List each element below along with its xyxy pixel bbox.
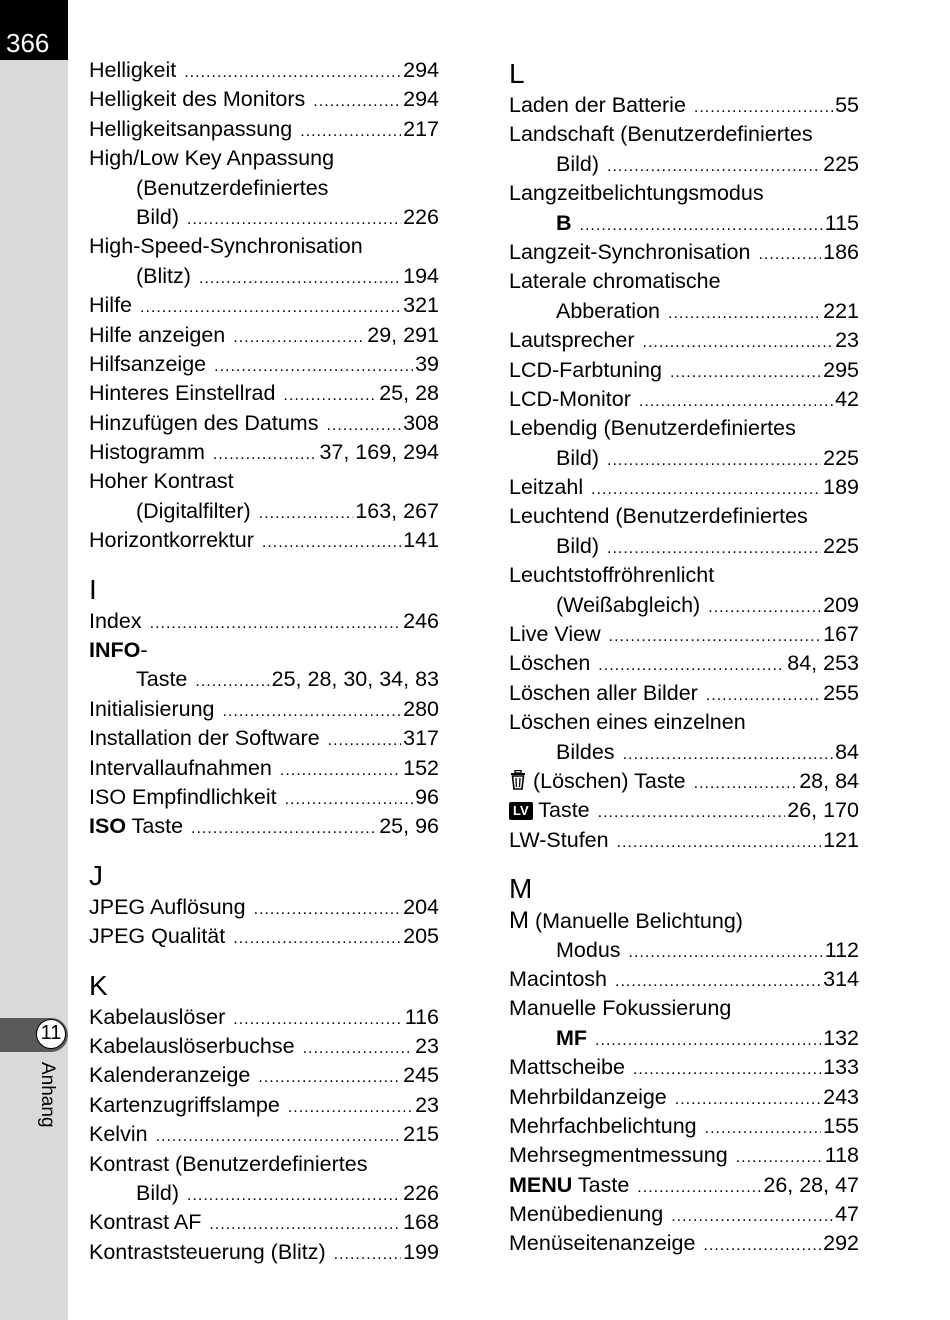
index-entry: Kabelauslöserbuchse ..... 23 bbox=[89, 1032, 439, 1061]
trash-icon bbox=[509, 770, 527, 790]
index-entry-continuation: (Digitalfilter) ..... 163, 267 bbox=[89, 497, 439, 526]
index-entry: Hilfe ..... 321 bbox=[89, 291, 439, 320]
index-entry: Helligkeit ..... 294 bbox=[89, 56, 439, 85]
index-entry: Histogramm ..... 37, 169, 294 bbox=[89, 438, 439, 467]
index-entry: Mehrfachbelichtung ..... 155 bbox=[509, 1112, 859, 1141]
index-entry-continuation: Modus ..... 112 bbox=[509, 936, 859, 965]
index-entry: Installation der Software ..... 317 bbox=[89, 724, 439, 753]
index-entry: Kontrast (Benutzerdefiniertes bbox=[89, 1151, 368, 1176]
index-entry: LCD-Monitor ..... 42 bbox=[509, 385, 859, 414]
page-number-box bbox=[0, 0, 68, 60]
index-entry: Langzeit-Synchronisation ..... 186 bbox=[509, 238, 859, 267]
index-entry-continuation: Bild) ..... 225 bbox=[509, 444, 859, 473]
chapter-label: Anhang bbox=[37, 1062, 58, 1128]
section-letter-i: I bbox=[89, 573, 97, 605]
index-entry-continuation: MF ..... 132 bbox=[509, 1024, 859, 1053]
page-number: 366 bbox=[6, 28, 50, 58]
index-entry: Hoher Kontrast bbox=[89, 469, 234, 494]
index-entry-continuation: Abberation ..... 221 bbox=[509, 297, 859, 326]
index-entry-continuation: Bildes ..... 84 bbox=[509, 738, 859, 767]
index-entry: High/Low Key Anpassung bbox=[89, 146, 335, 171]
index-entry: Live View ..... 167 bbox=[509, 620, 859, 649]
index-entry: LV Taste ..... 26, 170 bbox=[509, 796, 859, 825]
index-entry: LCD-Farbtuning ..... 295 bbox=[509, 356, 859, 385]
index-entry: Laden der Batterie ..... 55 bbox=[509, 91, 859, 120]
index-entry-continuation: Taste ..... 25, 28, 30, 34, 83 bbox=[89, 665, 439, 694]
index-entry: Intervallaufnahmen ..... 152 bbox=[89, 754, 439, 783]
index-entry: Leitzahl ..... 189 bbox=[509, 473, 859, 502]
index-entry: Kalenderanzeige ..... 245 bbox=[89, 1061, 439, 1090]
index-entry-continuation: (Blitz) ..... 194 bbox=[89, 262, 439, 291]
index-entry: Helligkeit des Monitors ..... 294 bbox=[89, 85, 439, 114]
index-entry: Mehrbildanzeige ..... 243 bbox=[509, 1083, 859, 1112]
index-entry: Langzeitbelichtungsmodus bbox=[509, 181, 764, 206]
index-column-right bbox=[509, 56, 859, 1259]
bulb-mode-icon: B bbox=[556, 210, 572, 235]
index-entry: MENU Taste ..... 26, 28, 47 bbox=[509, 1171, 859, 1200]
index-entry: Kartenzugriffslampe ..... 23 bbox=[89, 1091, 439, 1120]
section-letter-m: M bbox=[509, 873, 533, 905]
index-entry: Manuelle Fokussierung bbox=[509, 996, 732, 1021]
index-entry: Lebendig (Benutzerdefiniertes bbox=[509, 416, 796, 441]
section-letter-l: L bbox=[509, 58, 525, 89]
index-entry: LW-Stufen ..... 121 bbox=[509, 826, 859, 855]
index-entry-continuation: B ..... 115 bbox=[509, 209, 859, 238]
index-entry: Hinteres Einstellrad ..... 25, 28 bbox=[89, 379, 439, 408]
index-entry: Landschaft (Benutzerdefiniertes bbox=[509, 122, 813, 147]
index-entry: JPEG Qualität ..... 205 bbox=[89, 922, 439, 951]
index-entry: Leuchtstoffröhrenlicht bbox=[509, 563, 715, 588]
manual-mode-icon: M bbox=[509, 907, 529, 935]
index-entry: Lautsprecher ..... 23 bbox=[509, 326, 859, 355]
index-entry: Kontraststeuerung (Blitz) ..... 199 bbox=[89, 1238, 439, 1267]
index-entry: JPEG Auflösung ..... 204 bbox=[89, 893, 439, 922]
index-entry: High-Speed-Synchronisation bbox=[89, 234, 363, 259]
index-entry: Hilfsanzeige ..... 39 bbox=[89, 350, 439, 379]
index-entry-continuation: (Benutzerdefiniertes bbox=[136, 175, 329, 200]
index-entry: Helligkeitsanpassung ..... 217 bbox=[89, 115, 439, 144]
index-entry: ISO Taste ..... 25, 96 bbox=[89, 812, 439, 841]
index-entry: INFO- bbox=[89, 638, 148, 663]
index-entry: Initialisierung ..... 280 bbox=[89, 695, 439, 724]
index-entry: M (Manuelle Belichtung) bbox=[509, 907, 743, 935]
manual-focus-icon: MF bbox=[556, 1025, 588, 1050]
index-entry: Macintosh ..... 314 bbox=[509, 965, 859, 994]
section-letter-k: K bbox=[89, 969, 108, 1001]
chapter-number: 11 bbox=[36, 1019, 66, 1049]
info-key-label: INFO bbox=[89, 638, 141, 663]
index-entry: Löschen aller Bilder ..... 255 bbox=[509, 679, 859, 708]
index-entry: Index ..... 246 bbox=[89, 607, 439, 636]
index-entry: ISO Empfindlichkeit ..... 96 bbox=[89, 783, 439, 812]
index-entry: Löschen eines einzelnen bbox=[509, 710, 746, 735]
index-column-left bbox=[89, 56, 439, 1267]
index-entry-continuation: Bild) ..... 225 bbox=[509, 532, 859, 561]
index-entry-continuation: Bild) ..... 226 bbox=[89, 1179, 439, 1208]
index-entry: Leuchtend (Benutzerdefiniertes bbox=[509, 504, 808, 529]
menu-key-icon: MENU bbox=[509, 1172, 573, 1197]
index-entry: Mattscheibe ..... 133 bbox=[509, 1053, 859, 1082]
index-entry: Hilfe anzeigen ..... 29, 291 bbox=[89, 321, 439, 350]
index-entry: Menüseitenanzeige ..... 292 bbox=[509, 1229, 859, 1258]
index-entry: Kabelauslöser ..... 116 bbox=[89, 1003, 439, 1032]
index-entry: Hinzufügen des Datums ..... 308 bbox=[89, 409, 439, 438]
index-entry-continuation: (Weißabgleich) ..... 209 bbox=[509, 591, 859, 620]
index-entry: (Löschen) Taste ..... 28, 84 bbox=[509, 767, 859, 796]
index-entry: Menübedienung ..... 47 bbox=[509, 1200, 859, 1229]
index-entry: Kontrast AF ..... 168 bbox=[89, 1208, 439, 1237]
index-entry: Mehrsegmentmessung ..... 118 bbox=[509, 1141, 859, 1170]
iso-key-icon: ISO bbox=[89, 814, 127, 839]
live-view-key-icon: LV bbox=[509, 802, 533, 820]
index-entry-continuation: Bild) ..... 226 bbox=[89, 203, 439, 232]
index-entry: Kelvin ..... 215 bbox=[89, 1120, 439, 1149]
index-entry: Laterale chromatische bbox=[509, 269, 721, 294]
index-entry: Löschen ..... 84, 253 bbox=[509, 649, 859, 678]
section-letter-j: J bbox=[89, 859, 103, 891]
index-entry: Horizontkorrektur ..... 141 bbox=[89, 526, 439, 555]
index-entry-continuation: Bild) ..... 225 bbox=[509, 150, 859, 179]
